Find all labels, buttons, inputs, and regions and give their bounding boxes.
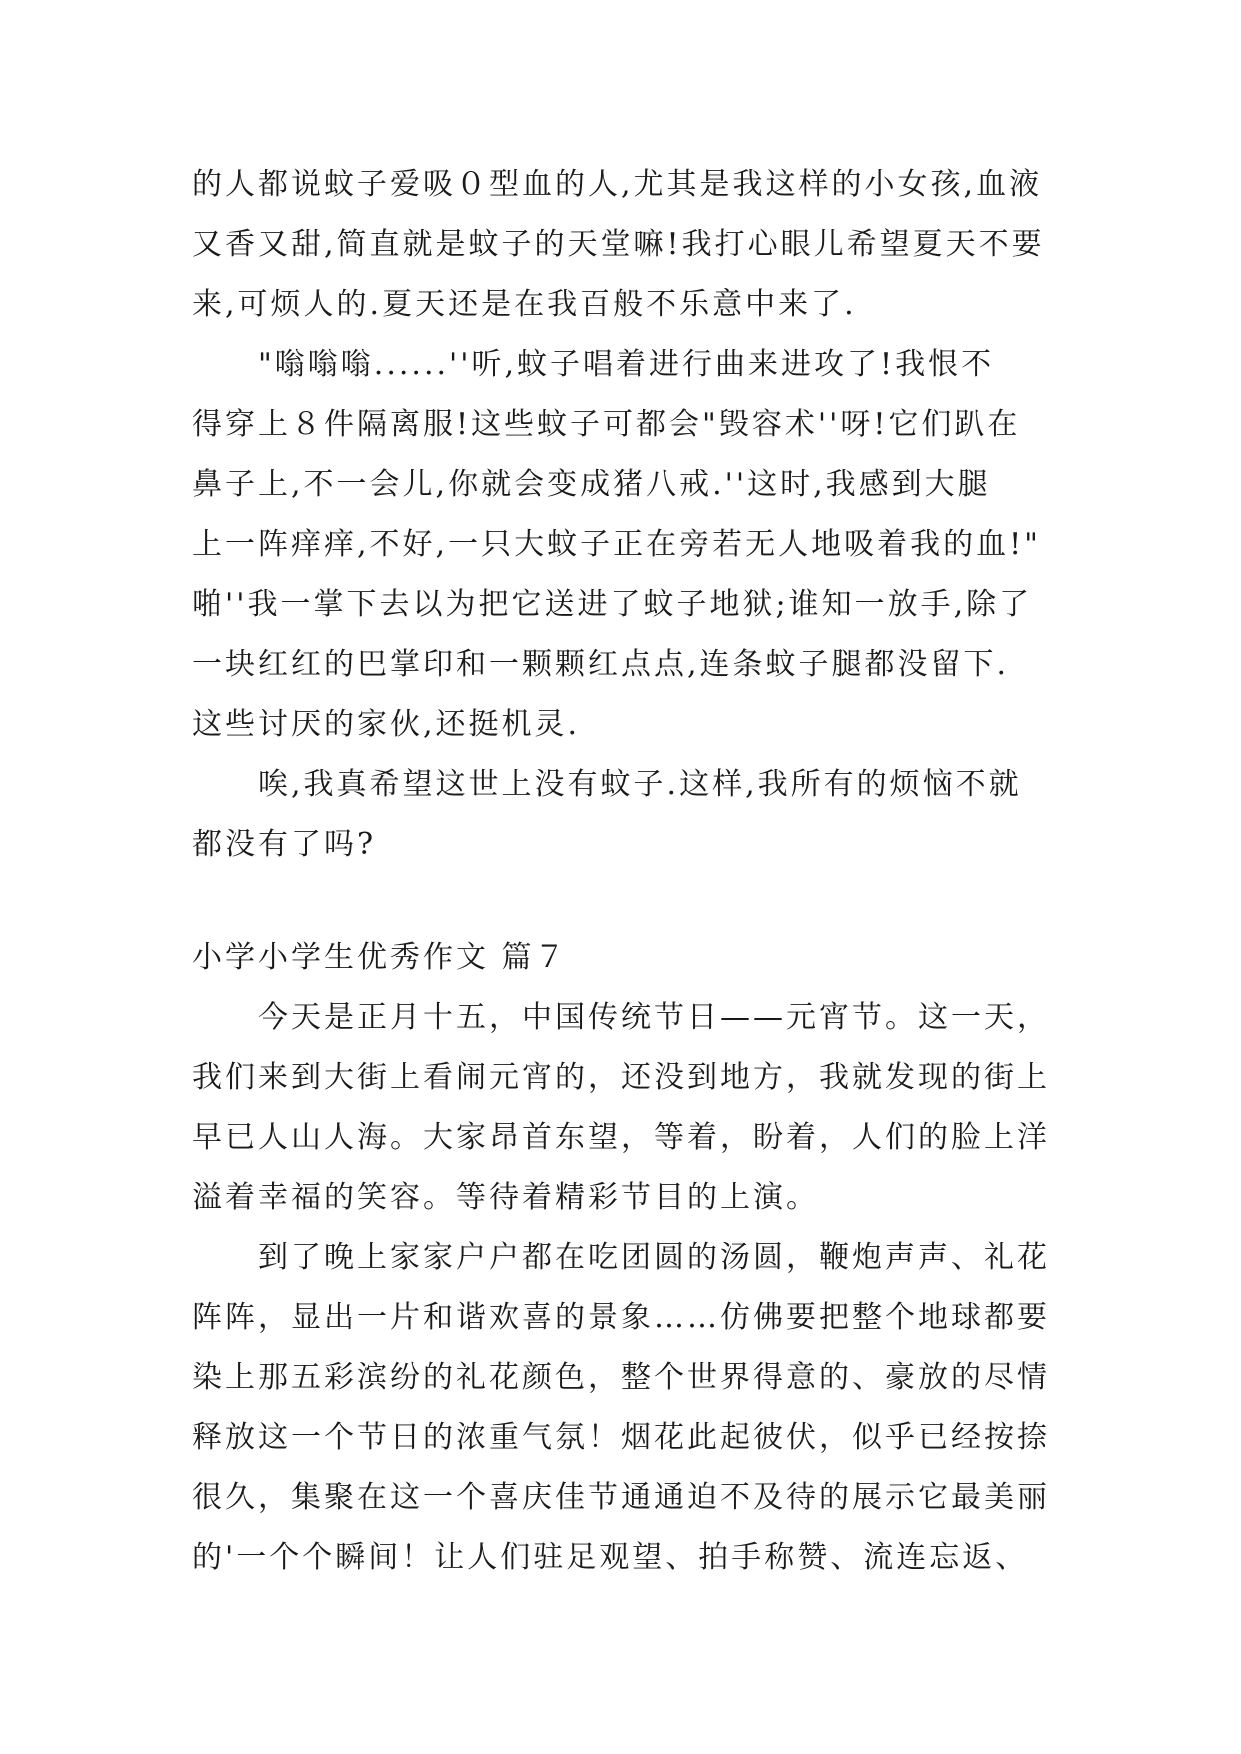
paragraph-line: 都没有了吗?	[192, 827, 377, 862]
paragraph-line: 鼻子上,不一会儿,你就会变成猪八戒.''这时,我感到大腿	[192, 467, 991, 502]
paragraph-line: 得穿上８件隔离服!这些蚊子可都会"毁容术''呀!它们趴在	[192, 407, 1021, 442]
paragraph-line: 溢着幸福的笑容。等待着精彩节目的上演。	[192, 1180, 819, 1215]
paragraph-line: 早已人山人海。大家昂首东望，等着，盼着，人们的脸上洋	[192, 1120, 1050, 1155]
paragraph-line: 啪''我一掌下去以为把它送进了蚊子地狱;谁知一放手,除了	[192, 587, 1033, 622]
paragraph-line: 到了晚上家家户户都在吃团圆的汤圆，鞭炮声声、礼花	[258, 1240, 1050, 1275]
paragraph-line: 释放这一个节日的浓重气氛！烟花此起彼伏，似乎已经按捺	[192, 1420, 1050, 1455]
paragraph-line: 很久，集聚在这一个喜庆佳节通通迫不及待的展示它最美丽	[192, 1480, 1050, 1515]
essay-heading: 小学小学生优秀作文 篇７	[192, 940, 568, 975]
paragraph-line: 阵阵，显出一片和谐欢喜的景象……仿佛要把整个地球都要	[192, 1300, 1050, 1335]
paragraph-line: 来,可烦人的.夏天还是在我百般不乐意中来了.	[192, 287, 857, 322]
paragraph-line: 染上那五彩滨纷的礼花颜色，整个世界得意的、豪放的尽情	[192, 1360, 1050, 1395]
paragraph-line: 唉,我真希望这世上没有蚊子.这样,我所有的烦恼不就	[258, 767, 1022, 802]
paragraph-line: 上一阵痒痒,不好,一只大蚊子正在旁若无人地吸着我的血!"	[192, 527, 1041, 562]
paragraph-line: 的'一个个瞬间！让人们驻足观望、拍手称赞、流连忘返、	[192, 1540, 1029, 1575]
paragraph-line: 一块红红的巴掌印和一颗颗红点点,连条蚊子腿都没留下.	[192, 647, 1010, 682]
paragraph-line: 今天是正月十五，中国传统节日——元宵节。这一天，	[258, 1000, 1050, 1035]
paragraph-line: "嗡嗡嗡......''听,蚊子唱着进行曲来进攻了!我恨不	[258, 347, 995, 382]
paragraph-line: 我们来到大街上看闹元宵的，还没到地方，我就发现的街上	[192, 1060, 1050, 1095]
paragraph-line: 的人都说蚊子爱吸０型血的人,尤其是我这样的小女孩,血液	[192, 167, 1043, 202]
paragraph-line: 又香又甜,简直就是蚊子的天堂嘛!我打心眼儿希望夏天不要	[192, 227, 1045, 262]
paragraph-line: 这些讨厌的家伙,还挺机灵.	[192, 707, 581, 742]
